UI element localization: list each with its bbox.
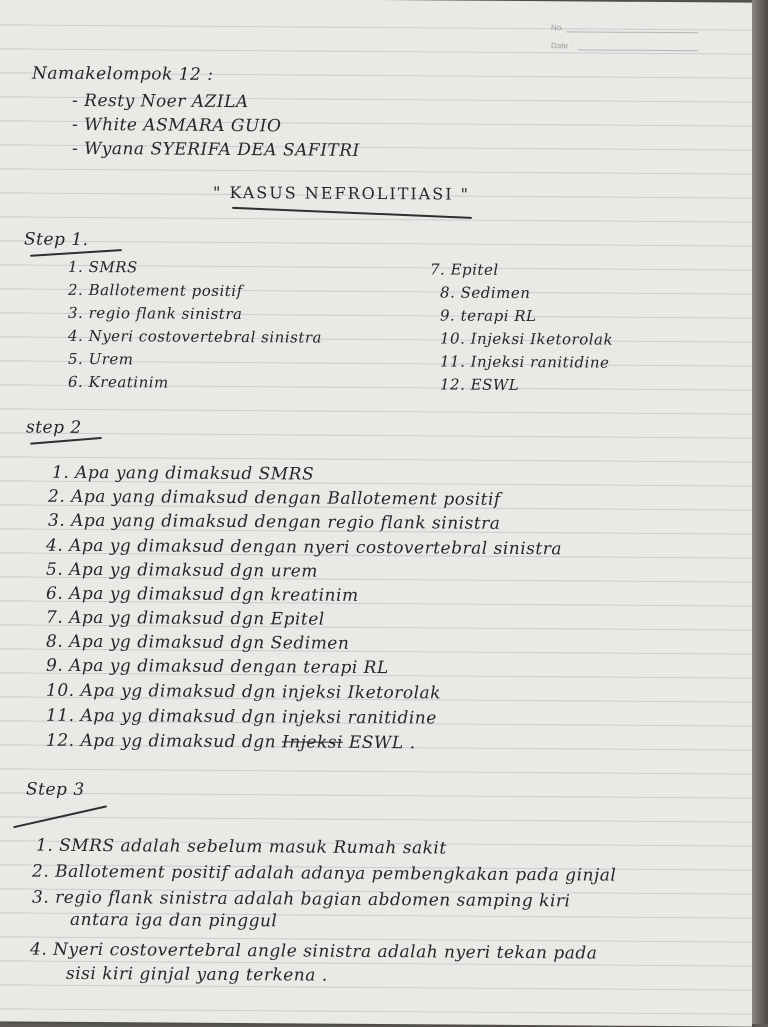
step2-item-12-suffix: ESWL . (348, 732, 416, 754)
step2-item-8: 8. Apa yg dimaksud dgn Sedimen (46, 631, 350, 654)
step2-item-4: 4. Apa yg dimaksud dengan nyeri costovertebral sinistra (46, 535, 562, 560)
member-1: - Resty Noer AZILA (72, 90, 249, 113)
step3-line-3: 3. regio flank sinistra adalah bagian abdomen samping kiri (32, 887, 571, 912)
step1-right-10: 10. Injeksi Iketorolak (440, 329, 614, 349)
step1-underline (30, 249, 122, 256)
no-line (566, 31, 698, 33)
step3-underline (13, 805, 107, 827)
step1-left-3: 3. regio flank sinistra (68, 303, 243, 324)
step2-item-11: 11. Apa yg dimaksud dgn injeksi ranitidine (46, 705, 437, 729)
step3-line-4: antara iga dan pinggul (70, 909, 278, 932)
step2-underline (30, 437, 102, 444)
step3-line-1: 1. SMRS adalah sebelum masuk Rumah sakit (36, 835, 447, 859)
step3-line-5: 4. Nyeri costovertebral angle sinistra adalah nyeri tekan pada (30, 939, 598, 964)
title-underline (232, 207, 472, 219)
page-edge-shadow (752, 0, 768, 1024)
step2-item-6: 6. Apa yg dimaksud dgn kreatinim (46, 583, 359, 606)
step1-heading: Step 1. (24, 229, 89, 250)
step2-item-12-prefix: 12. Apa yg dimaksud dgn (46, 730, 277, 753)
no-label: No. (551, 23, 564, 33)
member-2: - White ASMARA GUIO (72, 114, 282, 137)
date-label: Date : (551, 41, 573, 51)
step1-left-2: 2. Ballotement positif (68, 280, 243, 301)
step2-item-1: 1. Apa yang dimaksud SMRS (52, 462, 315, 485)
step2-item-7: 7. Apa yg dimaksud dgn Epitel (46, 607, 325, 630)
step2-item-12 (46, 731, 416, 754)
step3-line-6: sisi kiri ginjal yang terkena . (66, 963, 328, 986)
step2-heading: step 2 (26, 417, 82, 438)
group-heading: Namakelompok 12 : (32, 63, 214, 85)
step1-right-11: 11. Injeksi ranitidine (440, 352, 610, 372)
step2-item-5: 5. Apa yg dimaksud dgn urem (46, 559, 318, 582)
step1-left-4: 4. Nyeri costovertebral sinistra (68, 326, 322, 347)
case-title: " KASUS NEFROLITIASI " (213, 182, 470, 204)
step3-heading: Step 3 (26, 779, 85, 800)
step1-left-5: 5. Urem (68, 349, 134, 369)
step1-right-8: 8. Sedimen (440, 283, 531, 303)
step1-right-7: 7. Epitel (430, 260, 499, 279)
step1-left-1: 1. SMRS (68, 257, 138, 277)
step2-item-9: 9. Apa yg dimaksud dengan terapi RL (46, 655, 389, 679)
step1-right-12: 12. ESWL (440, 375, 520, 394)
step2-item-2: 2. Apa yang dimaksud dengan Ballotement positif (48, 486, 501, 510)
step3-line-2: 2. Ballotement positif adalah adanya pembengkakan pada ginjal (32, 861, 617, 886)
step1-left-6: 6. Kreatinim (68, 372, 169, 392)
step1-right-9: 9. terapi RL (440, 306, 537, 326)
step2-item-3: 3. Apa yang dimaksud dengan regio flank sinistra (48, 510, 501, 534)
date-line (578, 49, 698, 51)
step2-item-12-struck: Injeksi (281, 732, 343, 753)
step2-item-10: 10. Apa yg dimaksud dgn injeksi Iketorolak (46, 680, 441, 704)
member-3: - Wyana SYERIFA DEA SAFITRI (72, 138, 360, 161)
